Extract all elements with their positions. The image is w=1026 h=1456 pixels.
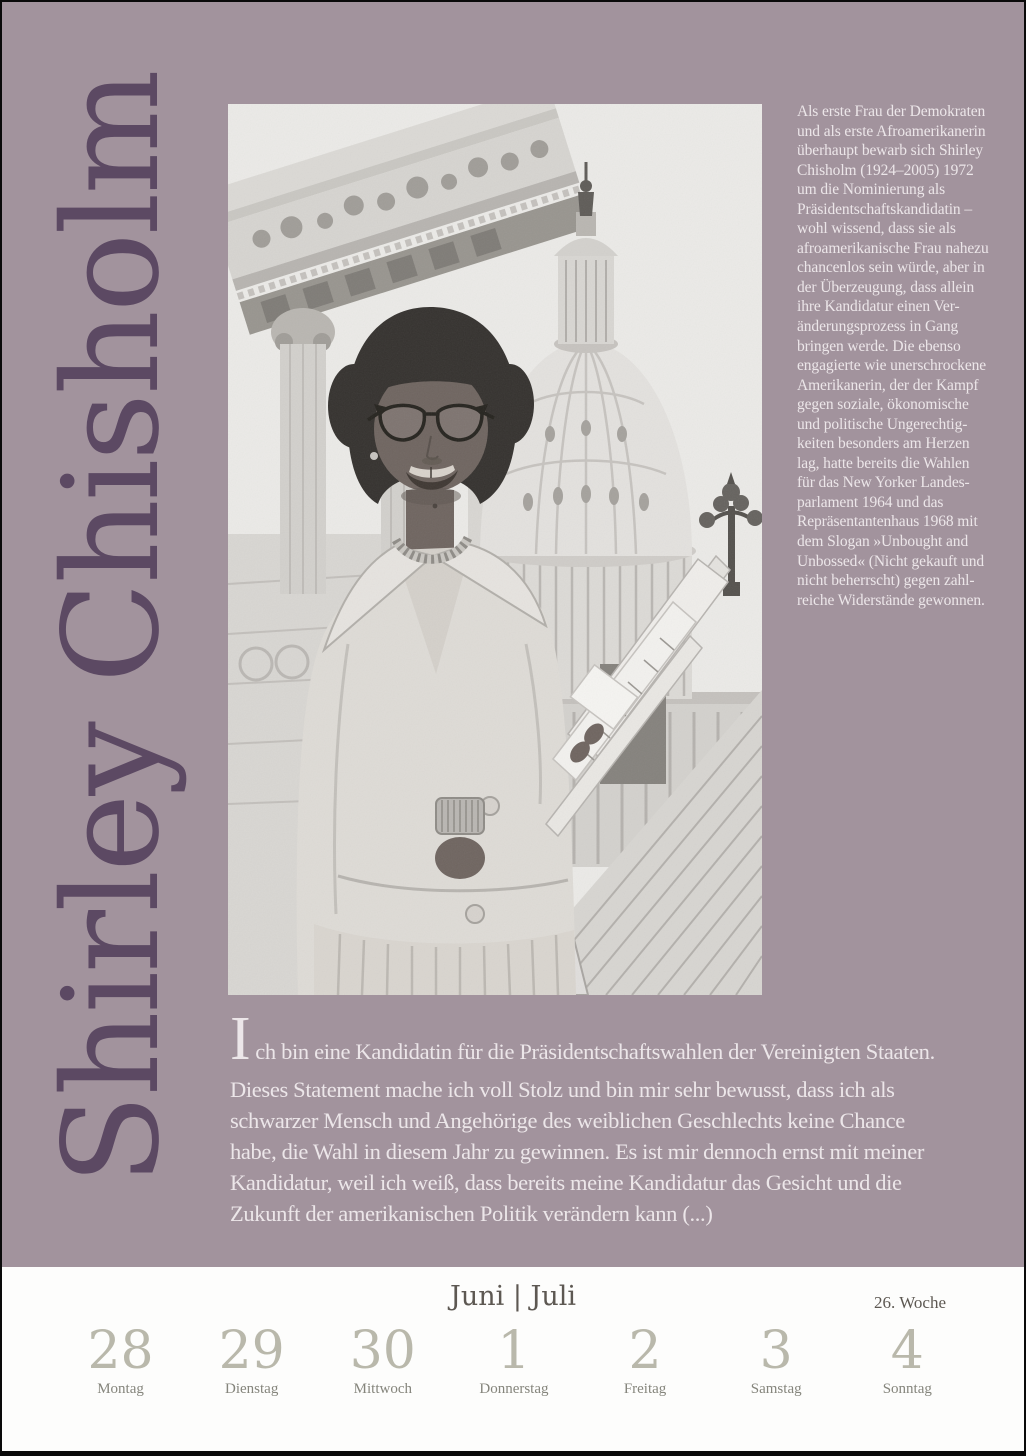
quote-line: Dieses Statement mache ich voll Stolz und bin mir sehr bewusst, dass ich als [230,1077,895,1102]
bio-line: chancenlos sein würde, aber in [797,259,985,277]
day-column-tuesday [186,1321,317,1398]
bio-line: änderungsprozess in Gang [797,318,959,336]
day-label: Mittwoch [353,1381,412,1397]
bio-line: der Überzeugung, dass allein [797,278,975,296]
week-number-label: 26. Woche [874,1293,946,1312]
bio-text [797,102,1012,610]
bio-line: nicht beherrscht) gegen zahl- [797,572,975,590]
bio-line: um die Nominierung als [797,181,946,199]
shirley-chisholm-photo [228,104,762,995]
day-column-sunday [842,1321,973,1398]
day-label: Dienstag [225,1381,279,1397]
quote-line: Kandidatur, weil ich weiß, dass bereits meine Kandidatur das Gesicht und die [230,1170,902,1195]
quote-text [230,1005,1020,1229]
day-column-friday [580,1321,711,1398]
bio-line: lag, hatte bereits die Wahlen [797,454,970,472]
day-label: Freitag [623,1381,667,1397]
bio-line: wohl wissend, dass sie als [797,220,956,238]
photo-illustration [228,104,762,995]
bio-line: ihre Kandidatur einen Ver- [797,298,960,316]
quote-initial: I [230,1005,251,1073]
quote-line-rest: ch bin eine Kandidatin für die Präsidentschaftswahlen der Vereinigten Staaten. [255,1039,935,1064]
quote-line: schwarzer Mensch und Angehörige des weiblichen Geschlechts keine Chance [230,1108,905,1133]
bio-line: und als erste Afroamerikanerin [797,122,986,140]
day-number: 28 [87,1321,154,1381]
bio-line: bringen werde. Die ebenso [797,337,961,355]
day-column-monday [55,1321,186,1398]
day-column-saturday [711,1321,842,1398]
bio-line: für das New Yorker Landes- [797,474,970,492]
day-label: Donnerstag [479,1381,549,1397]
day-number: 30 [349,1321,416,1381]
calendar-week-panel [2,1267,1024,1451]
quote-line: Zukunft der amerikanischen Politik verändern kann (...) [230,1201,713,1226]
day-column-thursday [448,1321,579,1398]
bio-line: dem Slogan »Unbought and [797,533,969,551]
day-number: 4 [890,1321,924,1381]
days-row [55,1321,973,1398]
bio-line: Repräsentantenhaus 1968 mit [797,513,978,531]
bio-line: parlament 1964 und das [797,493,944,511]
day-number: 1 [497,1321,531,1381]
bio-line: afroamerikanische Frau nahezu [797,239,989,257]
bio-line: reiche Widerstände gewonnen. [797,591,985,609]
quote-line [230,1005,1020,1074]
day-number: 3 [759,1321,793,1381]
bio-line: engagierte wie unerschrockene [797,357,987,375]
bio-line: Chisholm (1924–2005) 1972 [797,161,974,179]
day-number: 2 [628,1321,662,1381]
bio-line: und politische Ungerechtig- [797,415,968,433]
quote-line: habe, die Wahl in diesem Jahr zu gewinnen. Es ist mir dennoch ernst mit meiner [230,1139,925,1164]
bio-line: überhaupt bewarb sich Shirley [797,142,984,160]
day-label: Montag [97,1381,144,1397]
day-label: Samstag [750,1381,802,1397]
day-number: 29 [218,1321,285,1381]
day-label: Sonntag [882,1381,932,1397]
day-column-wednesday [317,1321,448,1398]
bio-line: Als erste Frau der Demokraten [797,103,986,120]
page-title: Shirley Chisholm [35,71,189,1185]
month-title: Juni | Juli [450,1281,576,1312]
bio-line: Präsidentschaftskandidatin – [797,200,972,218]
bio-line: gegen soziale, ökonomische [797,396,969,414]
film-grain-overlay [228,104,762,995]
bio-line: Amerikanerin, der der Kampf [797,376,979,394]
bio-line: keiten besonders am Herzen [797,435,970,453]
bio-line: Unbossed« (Nicht gekauft und [797,552,985,570]
